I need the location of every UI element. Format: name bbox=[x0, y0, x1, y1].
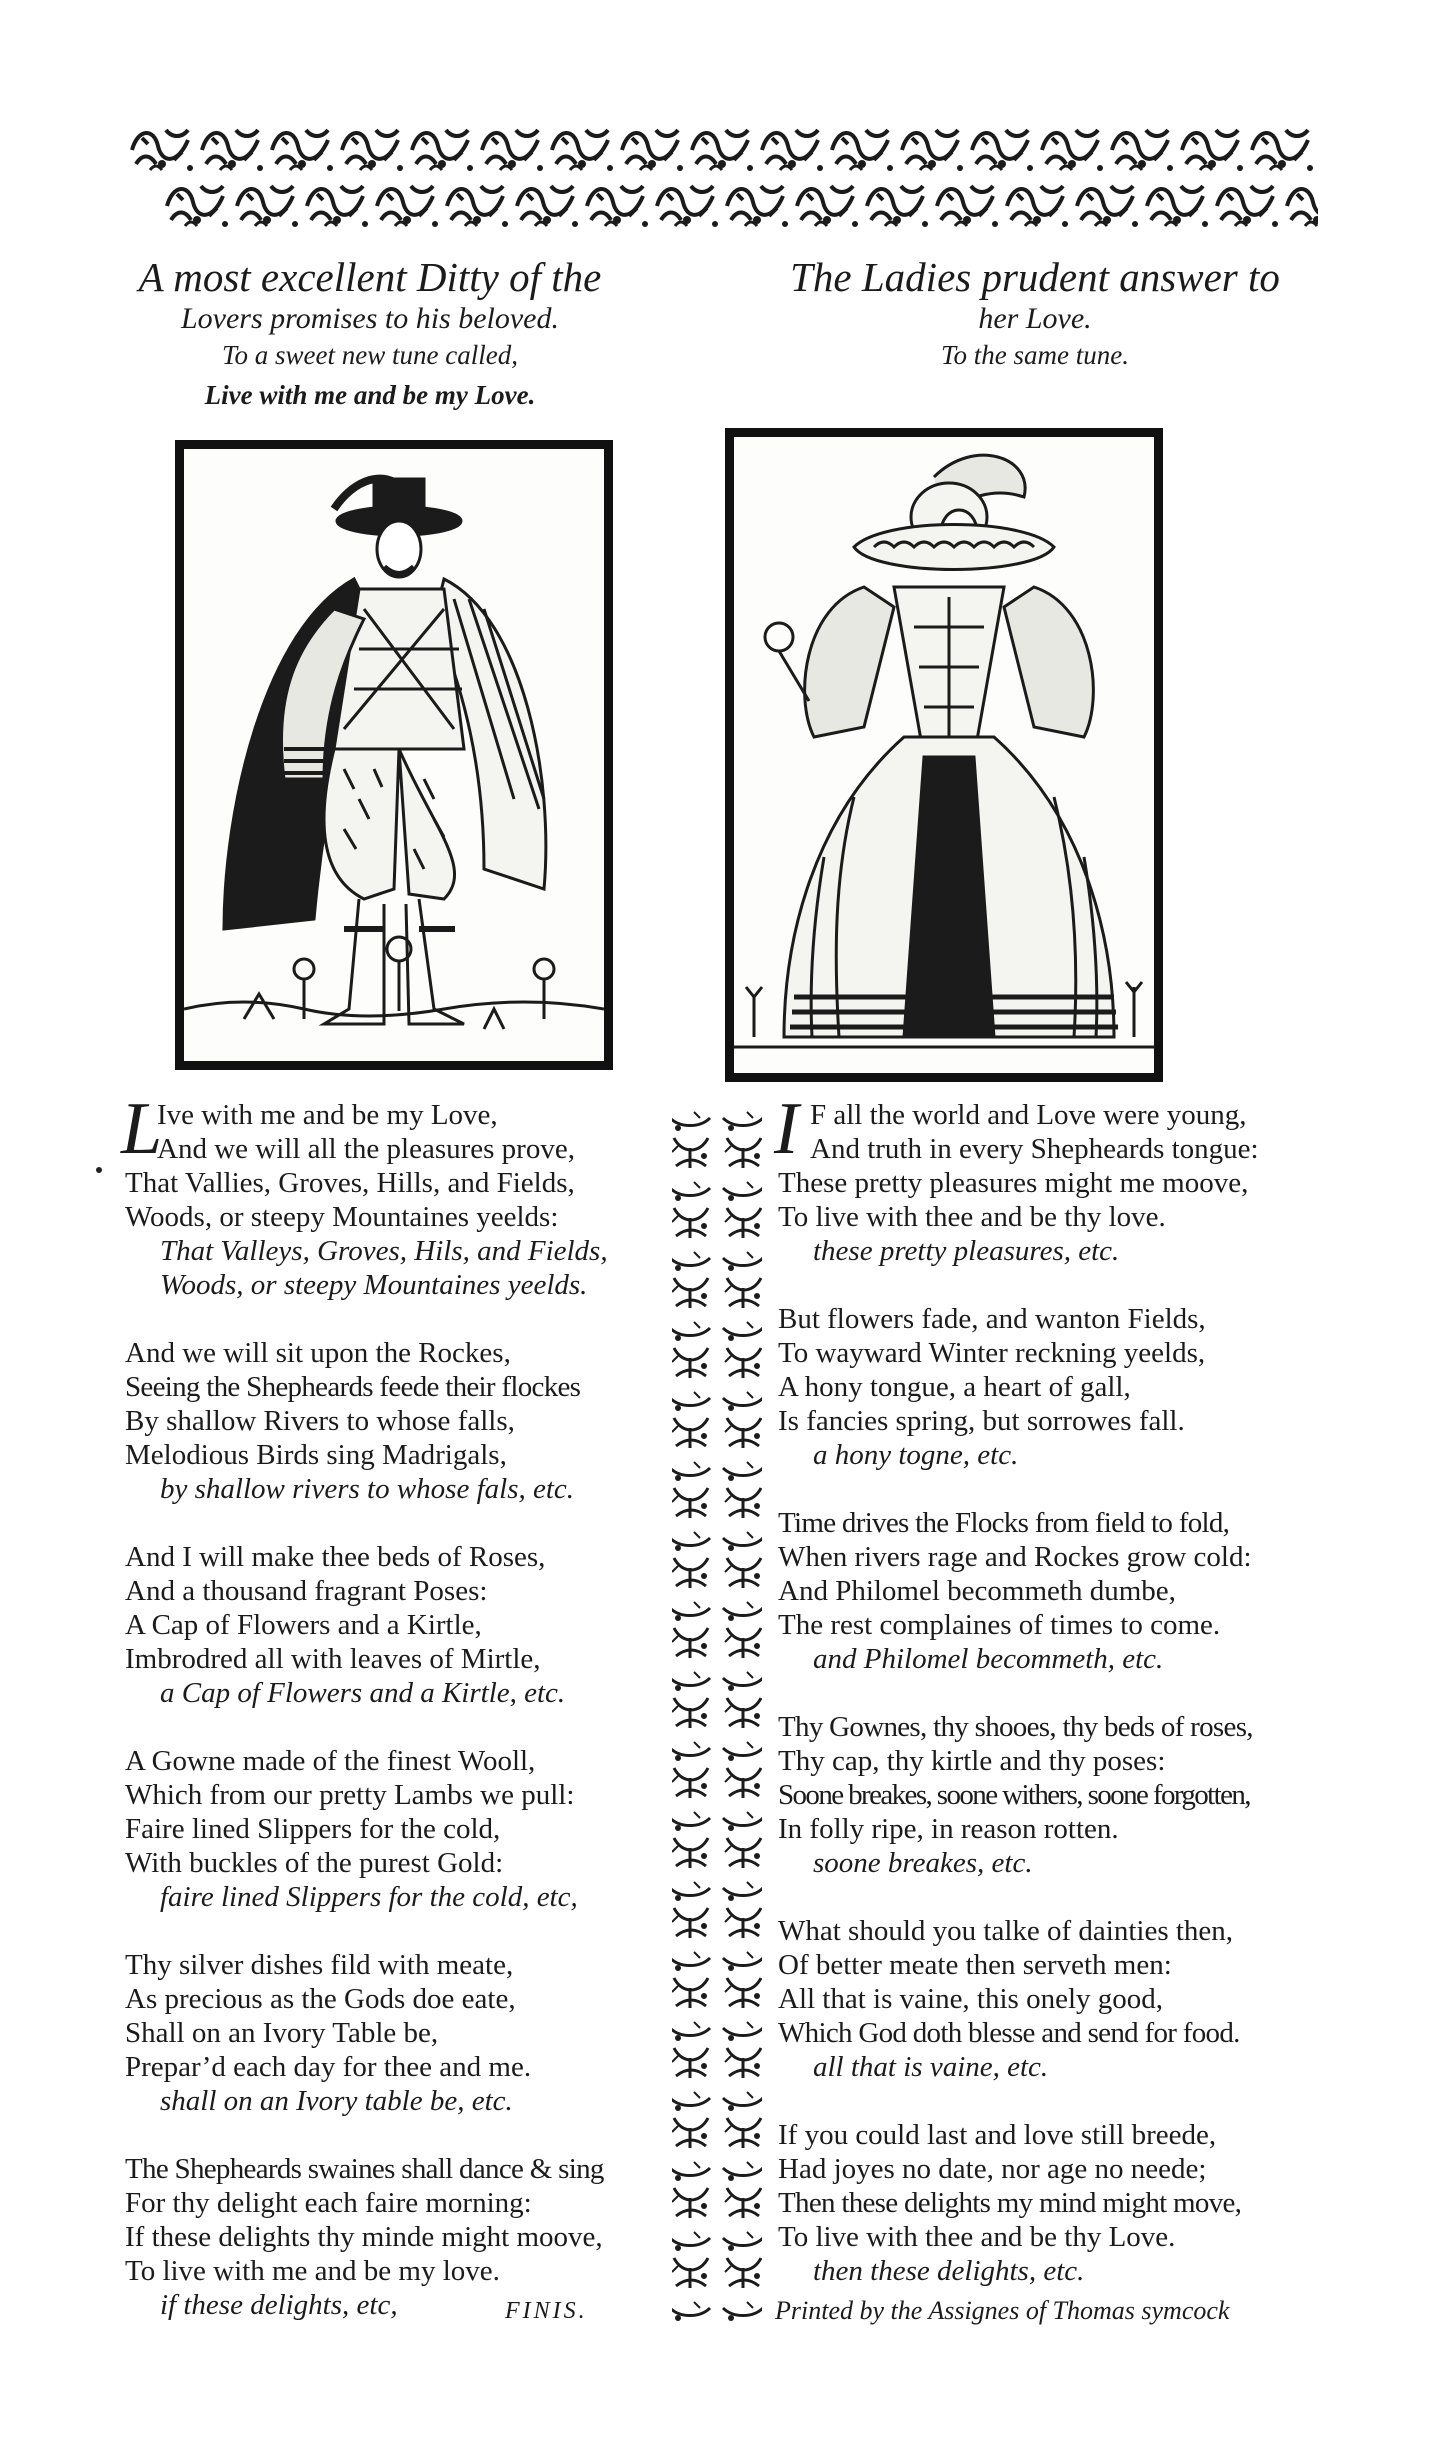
poem-line: And a thousand fragrant Poses: bbox=[125, 1575, 488, 1607]
poem-line-text: F all the world and Love were young, bbox=[810, 1099, 1247, 1131]
top-ornament-band bbox=[128, 120, 1318, 232]
refrain-line: faire lined Slippers for the cold, etc, bbox=[160, 1881, 578, 1913]
left-stanza-4 bbox=[125, 1744, 685, 1914]
poem-line: And Philomel becommeth dumbe, bbox=[778, 1575, 1176, 1607]
left-song-heading bbox=[60, 252, 680, 416]
refrain-line: by shallow rivers to whose fals, etc. bbox=[160, 1473, 575, 1505]
refrain-line: and Philomel becommeth, etc. bbox=[813, 1643, 1164, 1675]
poem-line: Seeing the Shepheards feede their flockes bbox=[125, 1371, 581, 1403]
refrain-line: if these delights, etc, bbox=[160, 2289, 398, 2321]
left-stanza-2 bbox=[125, 1336, 685, 1506]
right-stanza-5 bbox=[778, 1914, 1338, 2084]
refrain-line: then these delights, etc. bbox=[813, 2255, 1085, 2287]
poem-line: To live with thee and be thy Love. bbox=[778, 2221, 1176, 2253]
poem-line: To wayward Winter reckning yeelds, bbox=[778, 1337, 1206, 1369]
poem-line: If you could last and love still breede, bbox=[778, 2119, 1217, 2151]
lady-figure-icon bbox=[734, 437, 1154, 1073]
poem-line: With buckles of the purest Gold: bbox=[125, 1847, 504, 1879]
poem-line: To live with me and be my love. bbox=[125, 2255, 500, 2287]
left-song-tune-note: To a sweet new tune called, bbox=[222, 340, 518, 370]
dropcap-letter: L bbox=[121, 1088, 163, 1170]
poem-line: And I will make thee beds of Roses, bbox=[125, 1541, 546, 1573]
ink-speck bbox=[96, 1167, 102, 1173]
gentleman-figure-icon bbox=[184, 449, 604, 1061]
poem-line: As precious as the Gods doe eate, bbox=[125, 1983, 516, 2015]
poem-line: Is fancies spring, but sorrowes fall. bbox=[778, 1405, 1185, 1437]
finis-mark: FINIS. bbox=[505, 2298, 588, 2324]
woodcut-gentleman bbox=[175, 440, 613, 1070]
poem-line: To live with thee and be thy love. bbox=[778, 1201, 1166, 1233]
column-divider-ornament bbox=[664, 1108, 770, 2323]
poem-line: What should you talke of dainties then, bbox=[778, 1915, 1234, 1947]
right-stanza-1 bbox=[774, 1088, 1338, 1268]
refrain-line: shall on an Ivory table be, etc. bbox=[160, 2085, 513, 2117]
poem-line: In folly ripe, in reason rotten. bbox=[778, 1813, 1119, 1845]
refrain-line: a Cap of Flowers and a Kirtle, etc. bbox=[160, 1677, 566, 1709]
right-stanza-6 bbox=[778, 2118, 1338, 2288]
refrain-line: a hony togne, etc. bbox=[813, 1439, 1019, 1471]
poem-line: Which God doth blesse and send for food. bbox=[778, 2017, 1240, 2049]
left-stanza-3 bbox=[125, 1540, 685, 1710]
poem-line: Thy silver dishes fild with meate, bbox=[125, 1949, 514, 1981]
poem-line: By shallow Rivers to whose falls, bbox=[125, 1405, 515, 1437]
right-song-tune-note: To the same tune. bbox=[941, 340, 1129, 370]
left-stanza-6 bbox=[125, 2152, 685, 2322]
printer-imprint: Printed by the Assignes of Thomas symcock bbox=[775, 2296, 1230, 2325]
ornament-border-icon bbox=[128, 120, 1318, 232]
left-song-subtitle: Lovers promises to his beloved. bbox=[180, 302, 560, 335]
poem-line: Then these delights my mind might move, bbox=[778, 2187, 1242, 2219]
poem-line-text: Ive with me and be my Love, bbox=[157, 1099, 498, 1131]
refrain-line: these pretty pleasures, etc. bbox=[813, 1235, 1120, 1267]
poem-line: Woods, or steepy Mountaines yeelds: bbox=[125, 1201, 559, 1233]
left-song-title: A most excellent Ditty of the bbox=[138, 254, 602, 300]
refrain-line: soone breakes, etc. bbox=[813, 1847, 1033, 1879]
right-song-subtitle: her Love. bbox=[978, 302, 1092, 335]
poem-line: Melodious Birds sing Madrigals, bbox=[125, 1439, 507, 1471]
poem-line: Shall on an Ivory Table be, bbox=[125, 2017, 439, 2049]
refrain-line: Woods, or steepy Mountaines yeelds. bbox=[160, 1269, 588, 1301]
poem-line: If these delights thy minde might moove, bbox=[125, 2221, 603, 2253]
right-song-title: The Ladies prudent answer to bbox=[790, 254, 1280, 300]
poem-line: Which from our pretty Lambs we pull: bbox=[125, 1779, 575, 1811]
poem-line: And truth in every Shepheards tongue: bbox=[810, 1133, 1259, 1165]
right-stanza-3 bbox=[778, 1506, 1338, 1676]
poem-line: A Cap of Flowers and a Kirtle, bbox=[125, 1609, 482, 1641]
poem-line: But flowers fade, and wanton Fields, bbox=[778, 1303, 1206, 1335]
poem-line: Faire lined Slippers for the cold, bbox=[125, 1813, 501, 1845]
left-song-tune-name: Live with me and be my Love. bbox=[204, 380, 536, 410]
poem-line: Soone breakes, soone withers, soone forgotten, bbox=[778, 1779, 1250, 1811]
left-stanza-5 bbox=[125, 1948, 685, 2118]
left-stanza-1 bbox=[121, 1088, 685, 1302]
poem-line: Thy cap, thy kirtle and thy poses: bbox=[778, 1745, 1166, 1777]
left-song-poem bbox=[121, 1088, 685, 2356]
right-stanza-2 bbox=[778, 1302, 1338, 1472]
poem-line: Had joyes no date, nor age no neede; bbox=[778, 2153, 1207, 2185]
poem-line: When rivers rage and Rockes grow cold: bbox=[778, 1541, 1252, 1573]
right-song-poem bbox=[774, 1088, 1338, 2322]
poem-line: A Gowne made of the finest Wooll, bbox=[125, 1745, 536, 1777]
poem-line: These pretty pleasures might me moove, bbox=[778, 1167, 1249, 1199]
poem-line: Imbrodred all with leaves of Mirtle, bbox=[125, 1643, 541, 1675]
poem-line: Time drives the Flocks from field to fold, bbox=[778, 1507, 1230, 1539]
poem-line: For thy delight each faire morning: bbox=[125, 2187, 532, 2219]
poem-line: Thy Gownes, thy shooes, thy beds of roses, bbox=[778, 1711, 1253, 1743]
poem-line: The Shepheards swaines shall dance & sing bbox=[125, 2153, 604, 2185]
poem-line: Of better meate then serveth men: bbox=[778, 1949, 1172, 1981]
poem-line: That Vallies, Groves, Hills, and Fields, bbox=[125, 1167, 575, 1199]
right-song-heading bbox=[725, 252, 1345, 374]
poem-line: And we will all the pleasures prove, bbox=[157, 1133, 575, 1165]
right-stanza-4 bbox=[778, 1710, 1338, 1880]
poem-line: The rest complaines of times to come. bbox=[778, 1609, 1221, 1641]
poem-line: All that is vaine, this onely good, bbox=[778, 1983, 1164, 2015]
poem-line: Prepar’d each day for thee and me. bbox=[125, 2051, 532, 2083]
poem-line: A hony tongue, a heart of gall, bbox=[778, 1371, 1131, 1403]
poem-line: And we will sit upon the Rockes, bbox=[125, 1337, 511, 1369]
woodcut-lady bbox=[725, 428, 1163, 1082]
refrain-line: That Valleys, Groves, Hils, and Fields, bbox=[160, 1235, 608, 1267]
dropcap-letter: I bbox=[774, 1088, 799, 1170]
ornament-divider-icon bbox=[664, 1108, 770, 2323]
refrain-line: all that is vaine, etc. bbox=[813, 2051, 1049, 2083]
